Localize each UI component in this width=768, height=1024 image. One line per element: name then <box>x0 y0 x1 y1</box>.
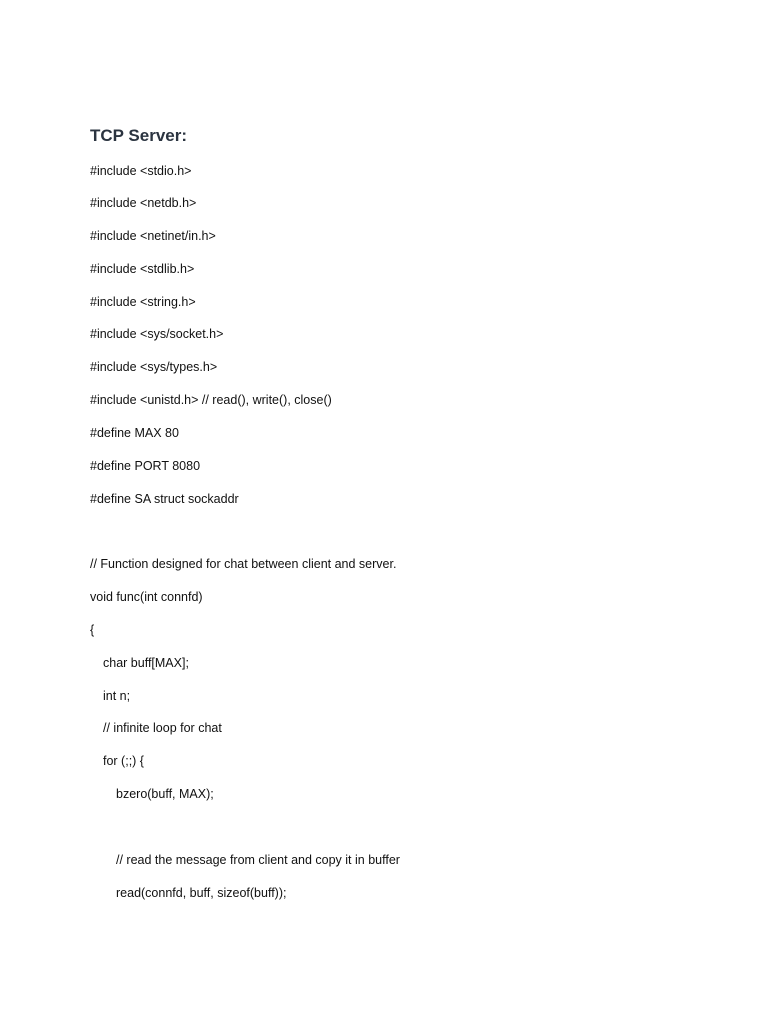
page-title: TCP Server: <box>90 126 188 145</box>
code-line-define-port: #define PORT 8080 <box>90 459 201 473</box>
code-line-open-brace: { <box>90 623 95 637</box>
code-line-read-call: read(connfd, buff, sizeof(buff)); <box>116 886 287 900</box>
code-line-include-netinet: #include <netinet/in.h> <box>90 229 216 243</box>
code-line-for-loop: for (;;) { <box>103 754 144 768</box>
code-line-read-comment: // read the message from client and copy it in buffer <box>116 853 400 867</box>
code-line-include-stdlib: #include <stdlib.h> <box>90 262 195 276</box>
code-line-func-comment: // Function designed for chat between client and server. <box>90 557 397 571</box>
code-line-buff-decl: char buff[MAX]; <box>103 656 189 670</box>
code-line-include-stdio: #include <stdio.h> <box>90 164 192 178</box>
code-line-include-socket: #include <sys/socket.h> <box>90 327 224 341</box>
code-line-define-max: #define MAX 80 <box>90 426 179 440</box>
code-line-define-sa: #define SA struct sockaddr <box>90 492 239 506</box>
code-line-n-decl: int n; <box>103 689 131 703</box>
code-line-include-string: #include <string.h> <box>90 295 196 309</box>
code-line-include-netdb: #include <netdb.h> <box>90 196 197 210</box>
code-line-bzero: bzero(buff, MAX); <box>116 787 214 801</box>
code-line-include-unistd: #include <unistd.h> // read(), write(), close() <box>90 393 332 407</box>
code-line-include-types: #include <sys/types.h> <box>90 360 218 374</box>
code-line-func-signature: void func(int connfd) <box>90 590 203 604</box>
code-line-loop-comment: // infinite loop for chat <box>103 721 222 735</box>
